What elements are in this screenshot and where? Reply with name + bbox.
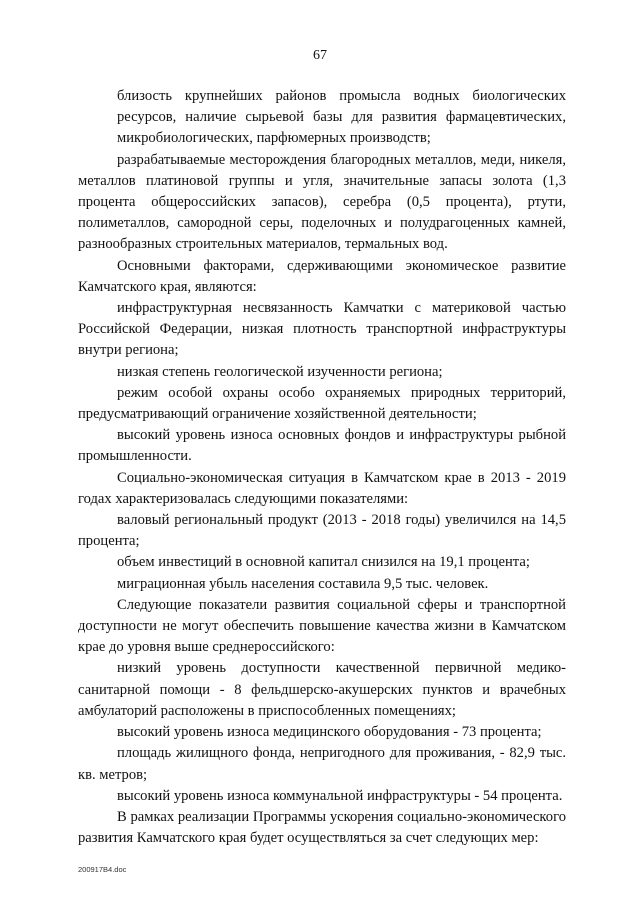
paragraph-8: Социально-экономическая ситуация в Камчатском крае в 2013 - 2019 годах характеризовалась следующими показателями: <box>78 469 566 507</box>
paragraph-12: Следующие показатели развития социальной сферы и транспортной доступности не могут обеспечить повышение качества жизни в Камчатском крае до уровня выше среднероссийского: <box>78 596 566 656</box>
paragraph-14: высокий уровень износа медицинского оборудования - 73 процента; <box>117 724 542 741</box>
paragraph-9: валовый региональный продукт (2013 - 2018 годы) увеличился на 14,5 процента; <box>78 512 566 550</box>
paragraph-4: инфраструктурная несвязанность Камчатки с материковой частью Российской Федерации, низкая плотность транспортной инфраструктуры внутри региона; <box>78 300 566 359</box>
paragraph-6: режим особой охраны особо охраняемых природных территорий, предусматривающий ограничение хозяйственной деятельности; <box>78 384 566 423</box>
paragraph-2: разрабатываемые месторождения благородных металлов, меди, никеля, металлов платиновой группы и угля, значительные запасы золота (1,3 процента общероссийских запасов), серебра (0,5 процента), ртути, полиметаллов, самородной серы, поделочных и полудрагоценных камней, разнообразных строительных материалов, термальных вод. <box>78 151 566 253</box>
paragraph-17: В рамках реализации Программы ускорения социально-экономического развития Камчатского края будет осуществляться за счет следующих мер: <box>78 808 566 847</box>
paragraph-15: площадь жилищного фонда, непригодного для проживания, - 82,9 тыс. кв. метров; <box>78 745 566 783</box>
document-body <box>78 86 566 849</box>
paragraph-13: низкий уровень доступности качественной первичной медико-санитарной помощи - 8 фельдшерско-акушерских пунктов и врачебных амбулаторий расположены в приспособленных помещениях; <box>78 660 566 719</box>
paragraph-11: миграционная убыль населения составила 9,5 тыс. человек. <box>117 575 489 592</box>
paragraph-3: Основными факторами, сдерживающими экономическое развитие Камчатского края, являются: <box>78 257 566 295</box>
paragraph-10: объем инвестиций в основной капитал снизился на 19,1 процента; <box>117 554 530 571</box>
paragraph-7: высокий уровень износа основных фондов и инфраструктуры рыбной промышленности. <box>78 427 566 465</box>
paragraph-16: высокий уровень износа коммунальной инфраструктуры - 54 процента. <box>117 787 563 804</box>
paragraph-5: низкая степень геологической изученности региона; <box>117 363 443 380</box>
page-number: 67 <box>313 48 327 63</box>
footer-filename: 200917B4.doc <box>78 865 127 874</box>
paragraph-1: близость крупнейших районов промысла водных биологических ресурсов, наличие сырьевой базы для развития фармацевтических, микробиологических, парфюмерных производств; <box>117 88 566 147</box>
